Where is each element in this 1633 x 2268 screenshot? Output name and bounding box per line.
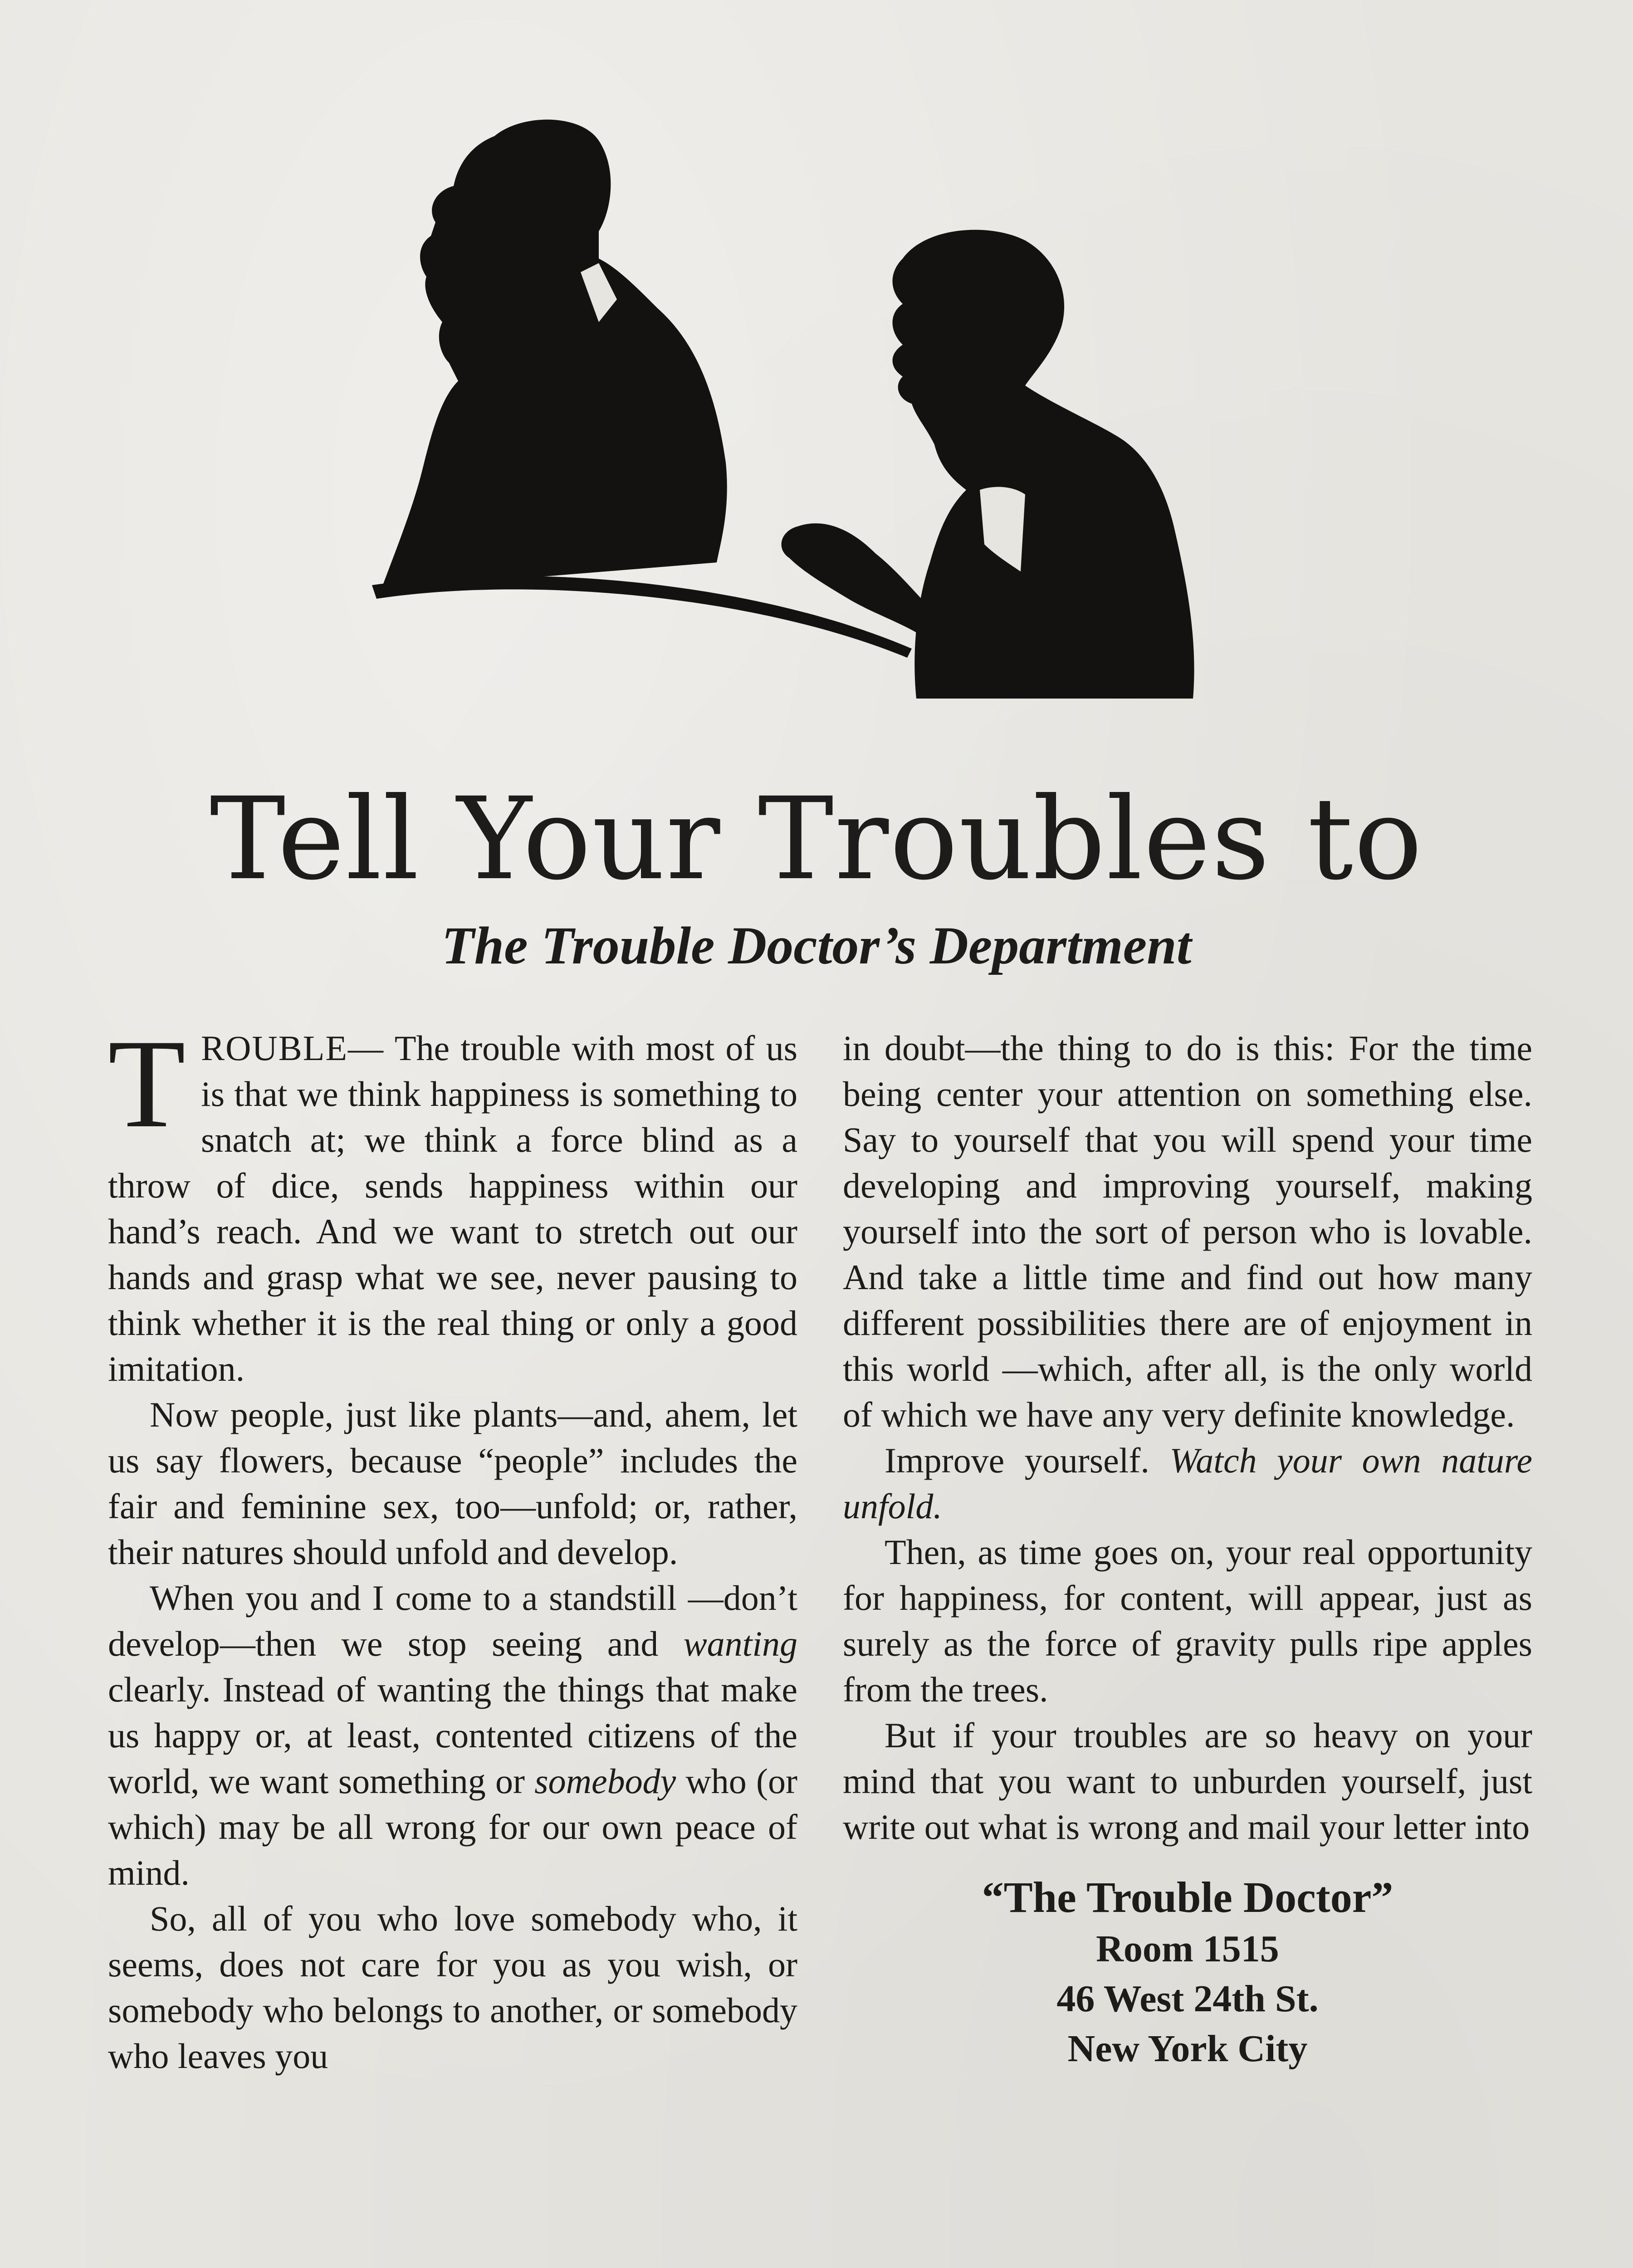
address-street: 46 West 24th St. bbox=[1056, 1978, 1319, 2020]
paragraph-6-text: Improve yourself. bbox=[885, 1441, 1170, 1480]
drop-cap: T bbox=[108, 1013, 186, 1154]
woman-silhouette bbox=[893, 230, 1194, 699]
article-column-right bbox=[843, 1025, 1532, 2074]
lead-word: ROUBLE— bbox=[201, 1028, 385, 1068]
man-silhouette bbox=[381, 120, 727, 590]
emphasis-watch: Watch your own nature unfold. bbox=[843, 1441, 1533, 1526]
article-paragraph-5: in doubt—the thing to do is this: For the time being center your attention on something else. Say to yourself that you will spend your time developing and improving yourself, making yourself into the sort of person who is lovable. And take a little time and find out how many different possibilities there are of enjoyment in this world —which, after all, is the only world of which we have any very definite knowledge. bbox=[843, 1028, 1532, 1434]
address-name: “The Trouble Doctor” bbox=[982, 1873, 1393, 1921]
paragraph-1-text: The trouble with most of us is that we think happiness is something to snatch at; we think a force blind as a throw of dice, sends happiness within our hand’s reach. And we want to stretch out our hands and grasp what we see, never pausing to think whether it is the real thing or only a good imitation. bbox=[108, 1028, 797, 1388]
couple-silhouette-icon bbox=[345, 109, 1306, 744]
article-paragraph-3 bbox=[108, 1575, 797, 1896]
article-column-left bbox=[108, 1013, 798, 2079]
mailing-address bbox=[843, 1871, 1532, 2074]
paragraph-3-text-a: When you and I come to a standstill —don’t develop—then we stop seeing and bbox=[108, 1578, 797, 1663]
article-paragraph-1 bbox=[108, 1013, 797, 1392]
page-title: Tell Your Troubles to bbox=[210, 773, 1423, 905]
address-room: Room 1515 bbox=[1096, 1928, 1279, 1970]
article-paragraph-4: So, all of you who love somebody who, it seems, does not care for you as you wish, or somebody who belongs to another, or somebody who leaves you bbox=[108, 1899, 797, 2076]
page-subtitle: The Trouble Doctor’s Department bbox=[441, 916, 1192, 975]
article-paragraph-6 bbox=[843, 1437, 1532, 1529]
paragraph-3-text-c: who (or which) may be all wrong for our own peace of mind. bbox=[108, 1761, 798, 1892]
address-city: New York City bbox=[1067, 2028, 1308, 2070]
article-paragraph-2: Now people, just like plants—and, ahem, let us say flowers, because “people” includes the fair and feminine sex, too—unfold; or, rather, their natures should unfold and develop. bbox=[108, 1395, 797, 1572]
emphasis-somebody: somebody bbox=[534, 1761, 676, 1801]
emphasis-wanting: wanting bbox=[683, 1624, 797, 1663]
article-paragraph-8: But if your troubles are so heavy on your mind that you want to unburden yourself, just write out what is wrong and mail your letter into bbox=[843, 1716, 1532, 1847]
paragraph-3-text-b: clearly. Instead of wanting the things that make us happy or, at least, contented citizens of the world, we want something or bbox=[108, 1670, 797, 1801]
article-paragraph-7: Then, as time goes on, your real opportunity for happiness, for content, will appear, just as surely as the force of gravity pulls ripe apples from the trees. bbox=[843, 1532, 1532, 1709]
